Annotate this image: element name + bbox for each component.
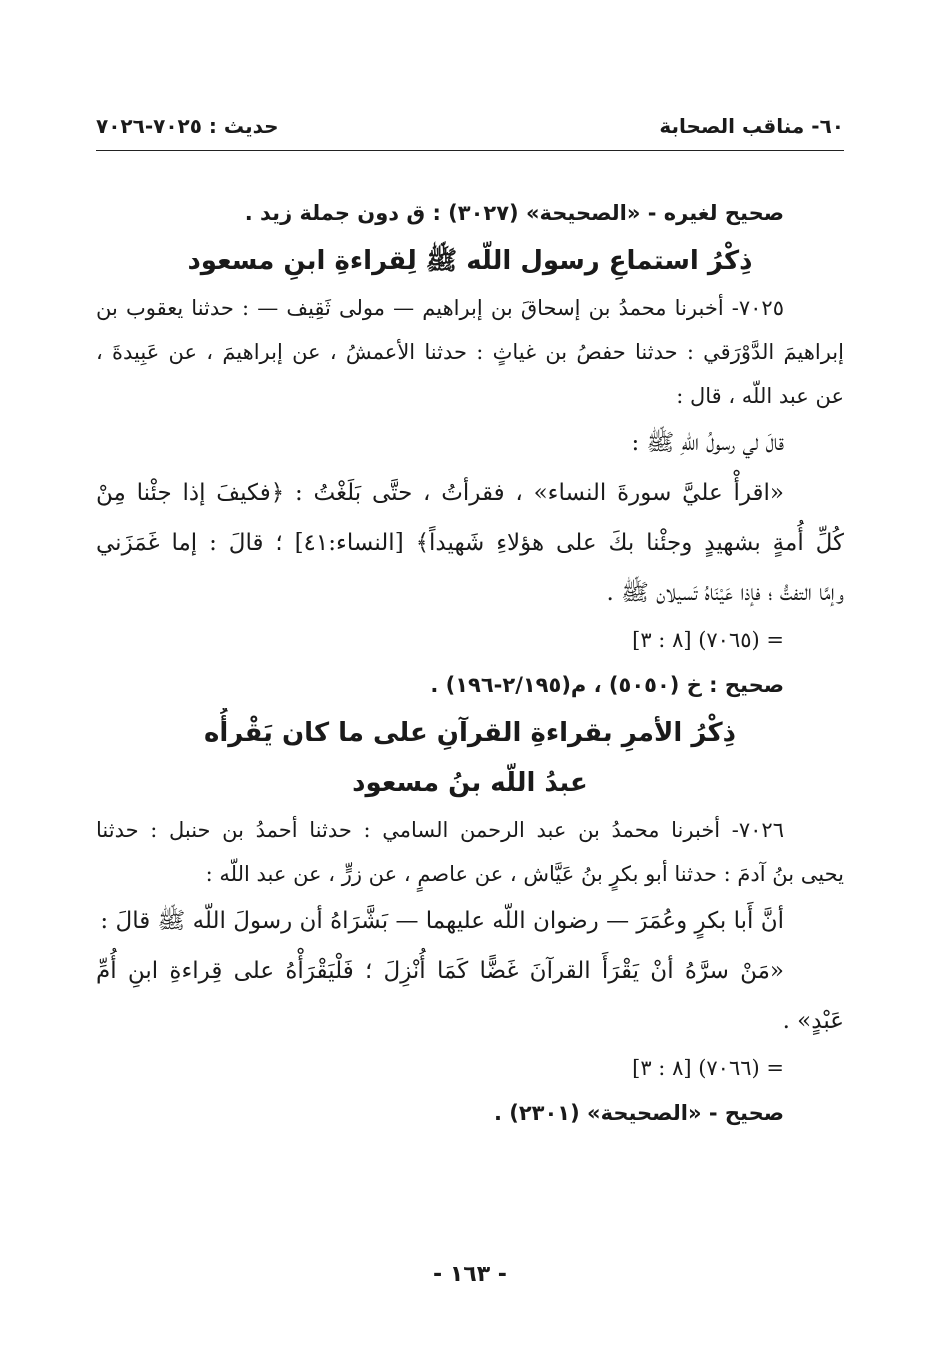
section-heading-continued: عبدُ اللّه بنُ مسعود [352,768,588,798]
hadith-isnad-line: عن عبد اللّه ، قال : [676,384,844,408]
header-hadith-range: حديث : ٧٠٢٥-٧٠٢٦ [96,114,279,138]
hadith-matn-line: وإمَّا التفتُّ ؛ فإذا عَيْنَاهُ تَسيلان ﷺ . [606,580,844,606]
cross-reference: = (٧٠٦٥) [٨ : ٣] [632,628,784,652]
page-number: - ١٦٣ - [433,1262,507,1287]
hadith-matn-line: كُلِّ أُمةٍ بشهيدٍ وجئْنا بكَ على هؤلاءِ شَهيداً﴾ [النساء:٤١] ؛ قالَ : إما غَمَزَني [96,530,844,556]
hadith-matn-line: قالَ لي رسولُ اللّهِ ﷺ : [631,430,784,456]
header-chapter-title: ٦٠- مناقب الصحابة [659,114,844,138]
grading-note: صحيح - «الصحيحة» (٢٣٠١) . [493,1101,784,1125]
section-heading: ذِكْرُ استماعِ رسول اللّه ﷺ لِقراءةِ ابنِ مسعود [187,246,753,276]
header-rule [96,150,844,151]
hadith-isnad-line: إبراهيمَ الدَّوْرَقي : حدثنا حفصُ بن غياثٍ : حدثنا الأعمشُ ، عن إبراهيمَ ، عن عَبِيدةَ ، [96,340,844,364]
hadith-matn-line: عَبْدٍ» . [782,1008,844,1034]
hadith-isnad-line: ٧٠٢٦- أخبرنا محمدُ بن عبد الرحمن السامي : حدثنا أحمدُ بن حنبل : حدثنا [96,818,784,842]
hadith-matn-line: أنَّ أَبا بكرٍ وعُمَرَ — رضوان اللّه عليهما — بَشَّرَاهُ أن رسولَ اللّه ﷺ قالَ : [100,908,784,934]
hadith-matn-line: «مَنْ سرَّهُ أنْ يَقْرَأَ القرآنَ غَضًّا كَمَا أُنْزِلَ ؛ فَلْيَقْرَأْهُ على قِراءةِ ابنِ أُمِّ [96,958,784,984]
grading-note: صحيح : خ (٥٠٥٠) ، م(٢/١٩٥-١٩٦) . [430,673,784,697]
hadith-matn-line: «اقرأْ عليَّ سورةَ النساء» ، فقرأتُ ، حتَّى بَلَغْتُ : ﴿فكيفَ إذا جئْنا مِنْ [96,480,784,506]
hadith-isnad-line: يحيى بنُ آدمَ : حدثنا أبو بكرٍ بنُ عَيَّاش ، عن عاصمٍ ، عن زرٍّ ، عن عبد اللّه : [205,862,844,886]
hadith-isnad-line: ٧٠٢٥- أخبرنا محمدُ بن إسحاقَ بن إبراهيم — مولى ثَقِيف — : حدثنا يعقوب بن [96,296,784,320]
grading-note: صحيح لغيره - «الصحيحة» (٣٠٢٧) : ق دون جملة زيد . [244,201,784,225]
cross-reference: = (٧٠٦٦) [٨ : ٣] [632,1056,784,1080]
section-heading: ذِكْرُ الأمرِ بقراءةِ القرآنِ على ما كان يَقْرأُه [204,718,736,748]
page-body [96,190,844,1136]
running-header [96,110,844,146]
